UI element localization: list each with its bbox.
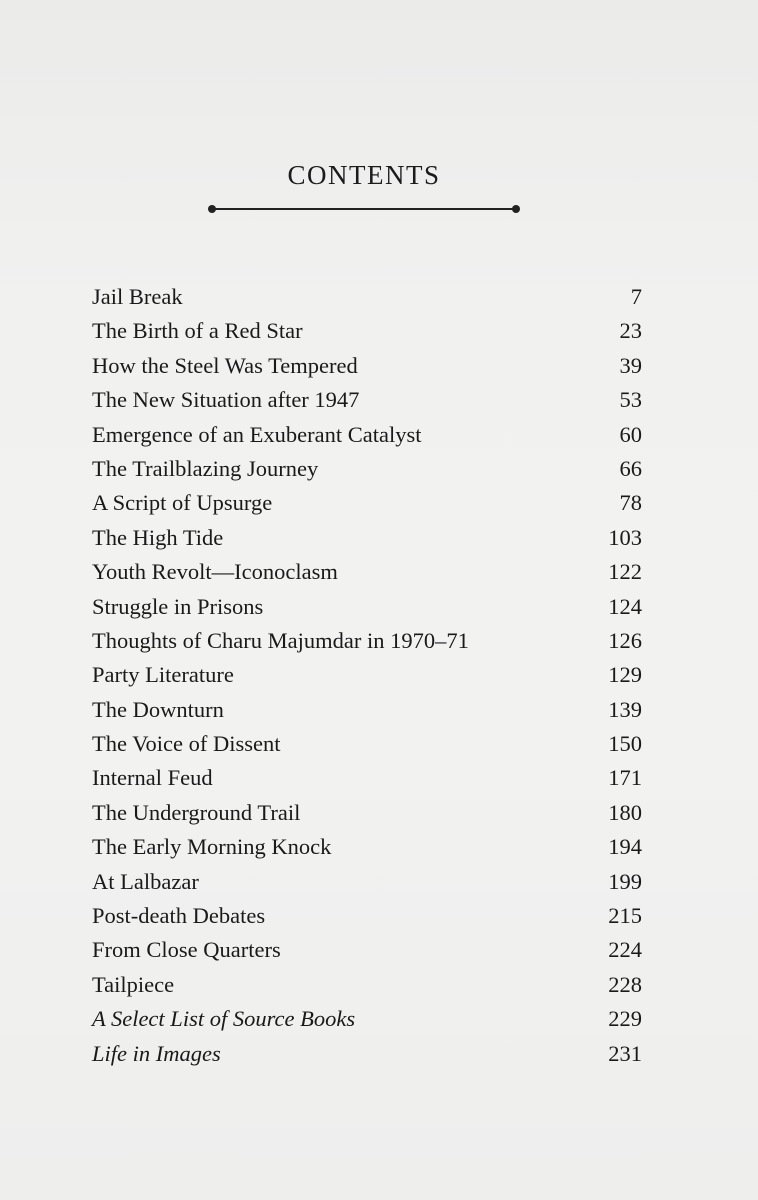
toc-entry-page-number: 39 bbox=[619, 352, 642, 378]
toc-entry-page-number: 53 bbox=[619, 387, 642, 413]
toc-entry bbox=[92, 658, 642, 692]
toc-entry-page-number: 215 bbox=[608, 903, 642, 929]
toc-entry bbox=[92, 418, 642, 452]
toc-entry bbox=[92, 590, 642, 624]
toc-entry bbox=[92, 624, 642, 658]
toc-entry bbox=[92, 830, 642, 864]
toc-entry-title: Youth Revolt—Iconoclasm bbox=[92, 559, 338, 585]
toc-entry-page-number: 66 bbox=[619, 455, 642, 481]
toc-entry-title: Post-death Debates bbox=[92, 903, 266, 929]
toc-entry bbox=[92, 968, 642, 1002]
toc-entry-page-number: 60 bbox=[619, 421, 642, 447]
toc-entry-title: The New Situation after 1947 bbox=[92, 387, 360, 413]
toc-entry bbox=[92, 521, 642, 555]
toc-entry bbox=[92, 796, 642, 830]
toc-entry-page-number: 150 bbox=[608, 731, 642, 757]
toc-entry-page-number: 78 bbox=[619, 490, 642, 516]
toc-entry-page-number: 194 bbox=[608, 834, 642, 860]
toc-entry bbox=[92, 555, 642, 589]
toc-entry-title: The Early Morning Knock bbox=[92, 834, 332, 860]
toc-entry bbox=[92, 280, 642, 314]
toc-entry-page-number: 122 bbox=[608, 559, 642, 585]
ornamental-divider bbox=[208, 203, 520, 215]
toc-entry bbox=[92, 761, 642, 795]
toc-entry-title: How the Steel Was Tempered bbox=[92, 352, 358, 378]
toc-entry bbox=[92, 486, 642, 520]
toc-entry-title: The Voice of Dissent bbox=[92, 731, 281, 757]
toc-entry bbox=[92, 1037, 642, 1071]
toc-entry-page-number: 124 bbox=[608, 593, 642, 619]
toc-entry-page-number: 231 bbox=[608, 1040, 642, 1066]
toc-entry-page-number: 23 bbox=[619, 318, 642, 344]
toc-entry-title: Jail Break bbox=[92, 284, 183, 309]
toc-entry-title: The Underground Trail bbox=[92, 799, 301, 825]
toc-entry-title: Thoughts of Charu Majumdar in 1970–71 bbox=[92, 627, 469, 653]
toc-entry-title: A Script of Upsurge bbox=[92, 490, 273, 516]
toc-entry-page-number: 199 bbox=[608, 868, 642, 894]
toc-entry-title: Struggle in Prisons bbox=[92, 593, 264, 619]
toc-entry bbox=[92, 383, 642, 417]
toc-entry-page-number: 129 bbox=[608, 662, 642, 688]
toc-entry-page-number: 103 bbox=[608, 524, 642, 550]
toc-entry bbox=[92, 452, 642, 486]
toc-entry bbox=[92, 314, 642, 348]
toc-entry bbox=[92, 693, 642, 727]
toc-entry-page-number: 229 bbox=[608, 1006, 642, 1032]
toc-entry bbox=[92, 1002, 642, 1036]
toc-entry-title: Emergence of an Exuberant Catalyst bbox=[92, 421, 422, 447]
toc-entry-page-number: 171 bbox=[608, 765, 642, 791]
toc-entry-title: The Birth of a Red Star bbox=[92, 318, 303, 344]
toc-entry-title: The Downturn bbox=[92, 696, 224, 722]
toc-entry-page-number: 228 bbox=[608, 971, 642, 997]
toc-entry-title: Party Literature bbox=[92, 662, 234, 688]
toc-entry-title: The High Tide bbox=[92, 524, 224, 550]
toc-entry-title: From Close Quarters bbox=[92, 937, 281, 963]
toc-entry-title: Tailpiece bbox=[92, 971, 175, 997]
divider-line bbox=[212, 208, 516, 210]
divider-dot-right bbox=[512, 205, 520, 213]
page-title: CONTENTS bbox=[287, 160, 441, 190]
toc-entry-page-number: 139 bbox=[608, 696, 642, 722]
toc-entry bbox=[92, 899, 642, 933]
toc-entry-title: Life in Images bbox=[92, 1040, 221, 1066]
toc-entry bbox=[92, 865, 642, 899]
toc-entry bbox=[92, 727, 642, 761]
table-of-contents-list bbox=[92, 280, 642, 1071]
toc-entry-page-number: 224 bbox=[608, 937, 642, 963]
toc-entry-title: At Lalbazar bbox=[92, 868, 199, 894]
toc-entry-page-number: 180 bbox=[608, 799, 642, 825]
toc-entry-title: Internal Feud bbox=[92, 765, 213, 791]
toc-entry-title: The Trailblazing Journey bbox=[92, 455, 319, 481]
toc-entry bbox=[92, 933, 642, 967]
toc-entry bbox=[92, 349, 642, 383]
toc-entry-title: A Select List of Source Books bbox=[92, 1006, 356, 1032]
toc-entry-page-number: 126 bbox=[608, 627, 642, 653]
toc-entry-page-number: 7 bbox=[630, 284, 642, 309]
